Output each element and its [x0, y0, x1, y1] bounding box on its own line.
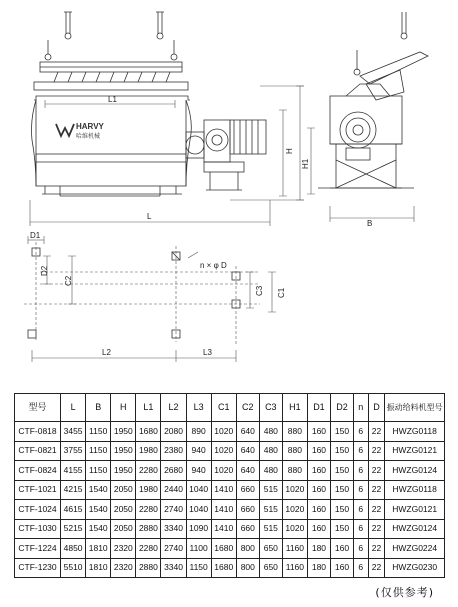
table-cell: HWZG0230 [385, 558, 445, 578]
table-cell: 1680 [211, 539, 236, 559]
front-dimensions [30, 86, 304, 226]
dim-label-l2: L2 [102, 348, 111, 357]
col-header: C3 [259, 394, 282, 422]
table-cell: 480 [259, 461, 282, 481]
table-cell: 150 [330, 461, 353, 481]
table-cell: 650 [259, 539, 282, 559]
table-cell: 880 [282, 422, 307, 442]
model-cell: CTF-1021 [15, 480, 61, 500]
table-cell: 1950 [111, 461, 136, 481]
table-row [15, 519, 445, 539]
table-cell: 2740 [161, 500, 186, 520]
table-cell: 1150 [86, 441, 111, 461]
table-cell: 6 [353, 422, 368, 442]
table-cell: 160 [330, 539, 353, 559]
table-cell: 1410 [211, 519, 236, 539]
col-header: L3 [186, 394, 211, 422]
table-cell: 4615 [61, 500, 86, 520]
table-row [15, 422, 445, 442]
harvy-logo [56, 122, 105, 140]
separator-body [32, 96, 192, 196]
table-cell: 1020 [211, 441, 236, 461]
table-cell: 5510 [61, 558, 86, 578]
dim-label-d2: D2 [40, 265, 49, 276]
table-cell: 180 [307, 539, 330, 559]
col-header: C2 [236, 394, 259, 422]
table-cell: 6 [353, 461, 368, 481]
dim-label-b: B [367, 219, 373, 228]
table-cell: 3340 [161, 519, 186, 539]
col-header: H1 [282, 394, 307, 422]
table-cell: 2320 [111, 558, 136, 578]
col-header: D2 [330, 394, 353, 422]
table-cell: 1810 [86, 558, 111, 578]
table-cell: 1160 [282, 539, 307, 559]
table-cell: 2280 [136, 500, 161, 520]
table-cell: 2080 [161, 422, 186, 442]
table-cell: 5215 [61, 519, 86, 539]
table-cell: HWZG0124 [385, 461, 445, 481]
table-cell: 480 [259, 441, 282, 461]
table-cell: 640 [236, 461, 259, 481]
table-cell: 1540 [86, 480, 111, 500]
table-cell: 640 [236, 441, 259, 461]
table-cell: 4215 [61, 480, 86, 500]
dim-label-c2: C2 [64, 275, 73, 286]
table-cell: 890 [186, 422, 211, 442]
table-cell: 160 [307, 519, 330, 539]
table-row [15, 441, 445, 461]
col-header: L [61, 394, 86, 422]
table-cell: 1150 [86, 422, 111, 442]
table-cell: 1040 [186, 480, 211, 500]
table-cell: 2050 [111, 500, 136, 520]
table-cell: 4155 [61, 461, 86, 481]
table-cell: 660 [236, 500, 259, 520]
col-header: L1 [136, 394, 161, 422]
table-cell: HWZG0121 [385, 500, 445, 520]
table-header-row [15, 394, 445, 422]
table-cell: 6 [353, 441, 368, 461]
col-header-feeder-model: 振动给料机型号 [385, 394, 445, 422]
dim-label-c1: C1 [277, 287, 286, 298]
table-cell: 6 [353, 480, 368, 500]
side-view [318, 12, 428, 188]
table-cell: 1410 [211, 500, 236, 520]
table-cell: HWZG0118 [385, 422, 445, 442]
table-row [15, 539, 445, 559]
table-cell: 940 [186, 461, 211, 481]
table-cell: 22 [368, 539, 385, 559]
col-header: H [111, 394, 136, 422]
table-cell: 22 [368, 480, 385, 500]
table-cell: 180 [307, 558, 330, 578]
table-cell: 3340 [161, 558, 186, 578]
table-row [15, 480, 445, 500]
table-cell: 1950 [111, 441, 136, 461]
table-cell: 2280 [136, 461, 161, 481]
table-cell: 2740 [161, 539, 186, 559]
table-cell: 160 [307, 480, 330, 500]
table-cell: 1090 [186, 519, 211, 539]
table-cell: 1950 [111, 422, 136, 442]
table-row [15, 461, 445, 481]
col-header: D1 [307, 394, 330, 422]
table-cell: 880 [282, 441, 307, 461]
table-cell: 150 [330, 519, 353, 539]
table-cell: 2050 [111, 480, 136, 500]
table-cell: 1680 [136, 422, 161, 442]
dim-label-l1: L1 [108, 95, 117, 104]
table-cell: 2280 [136, 539, 161, 559]
table-cell: 150 [330, 480, 353, 500]
table-cell: 1020 [211, 422, 236, 442]
table-cell: 1100 [186, 539, 211, 559]
svg-text:HARVY: HARVY [76, 122, 104, 131]
col-header: D [368, 394, 385, 422]
table-cell: 2380 [161, 441, 186, 461]
table-cell: 160 [307, 500, 330, 520]
table-cell: 22 [368, 558, 385, 578]
table-cell: 515 [259, 519, 282, 539]
table-row [15, 500, 445, 520]
lifting-frame [34, 62, 188, 90]
table-cell: 22 [368, 422, 385, 442]
model-cell: CTF-0824 [15, 461, 61, 481]
table-cell: 2880 [136, 558, 161, 578]
table-cell: 480 [259, 422, 282, 442]
model-cell: CTF-1230 [15, 558, 61, 578]
table-cell: 1150 [86, 461, 111, 481]
table-cell: 1980 [136, 441, 161, 461]
table-cell: HWZG0124 [385, 519, 445, 539]
table-cell: 1040 [186, 500, 211, 520]
table-cell: 1020 [282, 480, 307, 500]
model-cell: CTF-0821 [15, 441, 61, 461]
table-cell: 1160 [282, 558, 307, 578]
svg-text:哈维机械: 哈维机械 [76, 134, 101, 140]
model-cell: CTF-1030 [15, 519, 61, 539]
table-cell: 1540 [86, 500, 111, 520]
model-cell: CTF-0818 [15, 422, 61, 442]
model-cell: CTF-1224 [15, 539, 61, 559]
table-cell: 1020 [282, 500, 307, 520]
table-cell: 1020 [282, 519, 307, 539]
table-cell: 160 [330, 558, 353, 578]
table-cell: 150 [330, 500, 353, 520]
table-cell: 22 [368, 519, 385, 539]
model-cell: CTF-1024 [15, 500, 61, 520]
table-cell: 150 [330, 422, 353, 442]
table-cell: 640 [236, 422, 259, 442]
table-cell: 160 [307, 461, 330, 481]
table-cell: 1410 [211, 480, 236, 500]
table-cell: HWZG0224 [385, 539, 445, 559]
table-cell: 2880 [136, 519, 161, 539]
plan-dimensions [28, 236, 276, 362]
table-cell: 650 [259, 558, 282, 578]
dim-label-l3: L3 [203, 348, 212, 357]
col-header: 型号 [15, 394, 61, 422]
table-cell: 1980 [136, 480, 161, 500]
dim-label-h: H [285, 148, 294, 154]
spec-table [14, 393, 445, 578]
table-cell: 22 [368, 500, 385, 520]
table-cell: 1810 [86, 539, 111, 559]
hole-spec-label: n × φ D [200, 261, 227, 270]
drive-unit [186, 120, 266, 190]
table-cell: HWZG0118 [385, 480, 445, 500]
col-header: C1 [211, 394, 236, 422]
table-cell: 22 [368, 441, 385, 461]
table-cell: 515 [259, 500, 282, 520]
table-cell: 150 [330, 441, 353, 461]
table-cell: 2440 [161, 480, 186, 500]
dim-label-c3: C3 [255, 285, 264, 296]
table-cell: 1020 [211, 461, 236, 481]
table-cell: 4850 [61, 539, 86, 559]
table-cell: 160 [307, 441, 330, 461]
reference-note: (仅供参考) [375, 586, 434, 599]
dim-label-h1: H1 [301, 158, 310, 169]
table-cell: 2050 [111, 519, 136, 539]
table-cell: 660 [236, 480, 259, 500]
table-cell: 22 [368, 461, 385, 481]
table-row [15, 558, 445, 578]
table-cell: 3455 [61, 422, 86, 442]
table-cell: HWZG0121 [385, 441, 445, 461]
col-header: L2 [161, 394, 186, 422]
table-cell: 1540 [86, 519, 111, 539]
table-cell: 6 [353, 500, 368, 520]
table-cell: 2320 [111, 539, 136, 559]
table-cell: 1680 [211, 558, 236, 578]
dim-label-l: L [147, 212, 152, 221]
table-cell: 940 [186, 441, 211, 461]
table-cell: 6 [353, 539, 368, 559]
table-cell: 660 [236, 519, 259, 539]
col-header: n [353, 394, 368, 422]
table-cell: 1150 [186, 558, 211, 578]
table-cell: 515 [259, 480, 282, 500]
table-cell: 2680 [161, 461, 186, 481]
table-cell: 6 [353, 519, 368, 539]
col-header: B [86, 394, 111, 422]
dim-label-d1: D1 [30, 231, 41, 240]
table-cell: 6 [353, 558, 368, 578]
plan-centerlines [24, 242, 260, 346]
lifting-hooks [45, 12, 177, 60]
table-cell: 160 [307, 422, 330, 442]
table-cell: 3755 [61, 441, 86, 461]
table-cell: 800 [236, 539, 259, 559]
table-cell: 800 [236, 558, 259, 578]
table-cell: 880 [282, 461, 307, 481]
